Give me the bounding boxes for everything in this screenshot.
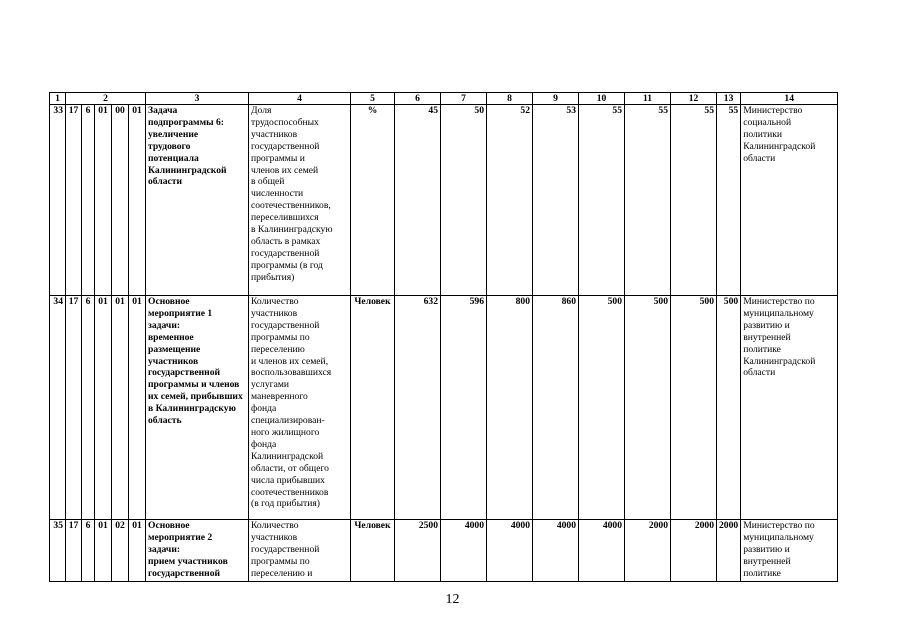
- text-line: временное: [148, 331, 194, 343]
- text-line: программы (в год: [251, 259, 323, 271]
- column-header: 6: [395, 93, 441, 105]
- code-cell: 01: [112, 296, 129, 520]
- value-cell: 632: [395, 296, 441, 520]
- value-cell: 52: [487, 105, 533, 296]
- column-header: 10: [579, 93, 625, 105]
- column-header: 8: [487, 93, 533, 105]
- text-line: услугами: [251, 379, 290, 391]
- unit-cell: Человек: [351, 520, 395, 582]
- text-line: воспользовавшихся: [251, 367, 332, 379]
- value-cell: 55: [625, 105, 671, 296]
- text-line: государственной: [148, 367, 221, 379]
- column-header: 12: [671, 93, 717, 105]
- text-line: политике: [743, 343, 781, 355]
- text-line: подпрограммы 6:: [148, 116, 225, 128]
- text-line: переселению и: [251, 567, 313, 579]
- text-line: внутренней: [743, 555, 791, 567]
- responsible-cell: [741, 105, 838, 296]
- text-line: трудоспособных: [251, 116, 319, 128]
- value-cell: 4000: [533, 520, 579, 582]
- column-header: 9: [533, 93, 579, 105]
- text-line: развитию и: [743, 543, 790, 555]
- text-line: программы по: [251, 555, 310, 567]
- text-line: развитию и: [743, 319, 790, 331]
- column-header: 1: [50, 93, 66, 105]
- text-line: участников: [251, 307, 298, 319]
- code-cell: 17: [66, 105, 82, 296]
- row-number: 34: [50, 296, 66, 520]
- text-line: Калининградской: [251, 450, 324, 462]
- text-line: Министерство по: [743, 520, 815, 531]
- text-line: участников: [251, 531, 298, 543]
- text-line: задачи:: [148, 543, 181, 555]
- text-line: фонда: [251, 403, 277, 415]
- text-line: программы и: [251, 152, 305, 164]
- text-line: внутренней: [743, 331, 791, 343]
- text-line: мероприятие 2: [148, 531, 213, 543]
- text-line: Калининградской: [743, 140, 816, 152]
- table-row: [50, 296, 838, 520]
- text-line: и членов их семей,: [251, 355, 329, 367]
- text-line: в Калининградскую: [251, 224, 333, 236]
- value-cell: 55: [579, 105, 625, 296]
- value-cell: 55: [671, 105, 717, 296]
- text-line: Калининградской: [148, 164, 227, 176]
- value-cell: 2000: [625, 520, 671, 582]
- text-line: государственной: [148, 567, 221, 579]
- text-line: ного жилищного: [251, 426, 320, 438]
- text-line: программы и членов: [148, 379, 240, 391]
- value-cell: 45: [395, 105, 441, 296]
- value-cell: 2000: [671, 520, 717, 582]
- text-line: Количество: [251, 520, 299, 531]
- text-line: участников: [148, 355, 199, 367]
- text-line: области: [148, 176, 183, 188]
- text-line: фонда: [251, 438, 277, 450]
- value-cell: 500: [625, 296, 671, 520]
- text-line: Министерство: [743, 105, 803, 116]
- value-cell: 53: [533, 105, 579, 296]
- text-line: Количество: [251, 296, 299, 307]
- text-line: числа прибывших: [251, 474, 325, 486]
- code-cell: 01: [129, 296, 146, 520]
- table-row: [50, 105, 838, 296]
- value-cell: 2500: [395, 520, 441, 582]
- text-line: государственной: [251, 543, 320, 555]
- text-line: области: [743, 152, 776, 164]
- text-line: в общей: [251, 176, 285, 188]
- text-line: переселению: [251, 343, 305, 355]
- indicators-table: [49, 92, 838, 582]
- column-header: 4: [249, 93, 351, 105]
- text-line: потенциала: [148, 152, 199, 164]
- text-line: соотечественников: [251, 486, 329, 498]
- text-line: Основное: [148, 296, 190, 307]
- code-cell: 01: [95, 520, 112, 582]
- code-cell: 6: [82, 105, 95, 296]
- column-header: 7: [441, 93, 487, 105]
- column-header: 14: [741, 93, 838, 105]
- text-line: программы по: [251, 331, 310, 343]
- text-line: членов их семей: [251, 164, 319, 176]
- unit-cell: %: [351, 105, 395, 296]
- table-row: [50, 520, 838, 582]
- text-line: область в рамках: [251, 235, 321, 247]
- row-number: 35: [50, 520, 66, 582]
- value-cell: 500: [671, 296, 717, 520]
- responsible-cell: [741, 520, 838, 582]
- column-header: 11: [625, 93, 671, 105]
- text-line: специализирован-: [251, 415, 325, 427]
- text-line: маневренного: [251, 391, 308, 403]
- indicator-cell: [249, 105, 351, 296]
- text-line: социальной: [743, 116, 792, 128]
- text-line: Основное: [148, 520, 190, 531]
- text-line: политики: [743, 128, 783, 140]
- code-cell: 17: [66, 520, 82, 582]
- text-line: их семей, прибывших: [148, 391, 243, 403]
- text-line: области, от общего: [251, 462, 329, 474]
- text-line: области: [743, 367, 776, 379]
- task-cell: [146, 520, 249, 582]
- text-line: численности: [251, 188, 304, 200]
- value-cell: 4000: [441, 520, 487, 582]
- text-line: увеличение: [148, 128, 199, 140]
- text-line: Задача: [148, 105, 178, 116]
- code-cell: 02: [112, 520, 129, 582]
- text-line: соотечественников,: [251, 200, 331, 212]
- text-line: (в год прибытия): [251, 498, 320, 510]
- text-line: мероприятие 1: [148, 307, 213, 319]
- code-cell: 6: [82, 296, 95, 520]
- text-line: политике: [743, 567, 781, 579]
- code-cell: 17: [66, 296, 82, 520]
- column-header: 2: [66, 93, 146, 105]
- value-cell: 4000: [487, 520, 533, 582]
- text-line: государственной: [251, 140, 320, 152]
- value-cell: 500: [579, 296, 625, 520]
- task-cell: [146, 105, 249, 296]
- text-line: область: [148, 415, 182, 427]
- value-cell: 500: [717, 296, 741, 520]
- code-cell: 01: [95, 105, 112, 296]
- text-line: участников: [251, 128, 298, 140]
- text-line: трудового: [148, 140, 191, 152]
- code-cell: 01: [95, 296, 112, 520]
- text-line: задачи:: [148, 319, 181, 331]
- column-header: 3: [146, 93, 249, 105]
- value-cell: 2000: [717, 520, 741, 582]
- code-cell: 01: [129, 520, 146, 582]
- text-line: размещение: [148, 343, 201, 355]
- column-header: 5: [351, 93, 395, 105]
- indicator-cell: [249, 520, 351, 582]
- text-line: государственной: [251, 319, 320, 331]
- text-line: в Калининградскую: [148, 403, 236, 415]
- text-line: муниципальному: [743, 307, 814, 319]
- text-line: Доля: [251, 105, 272, 116]
- text-line: прием участников: [148, 555, 228, 567]
- responsible-cell: [741, 296, 838, 520]
- indicator-cell: [249, 296, 351, 520]
- text-line: Министерство по: [743, 296, 815, 307]
- task-cell: [146, 296, 249, 520]
- text-line: прибытия): [251, 271, 295, 283]
- value-cell: 50: [441, 105, 487, 296]
- column-header: 13: [717, 93, 741, 105]
- text-line: переселившихся: [251, 212, 319, 224]
- header-row: [50, 93, 838, 105]
- value-cell: 800: [487, 296, 533, 520]
- code-cell: 6: [82, 520, 95, 582]
- value-cell: 860: [533, 296, 579, 520]
- row-number: 33: [50, 105, 66, 296]
- text-line: муниципальному: [743, 531, 814, 543]
- unit-cell: Человек: [351, 296, 395, 520]
- text-line: Калининградской: [743, 355, 816, 367]
- value-cell: 55: [717, 105, 741, 296]
- text-line: государственной: [251, 247, 320, 259]
- value-cell: 4000: [579, 520, 625, 582]
- page-number: 12: [445, 592, 460, 607]
- value-cell: 596: [441, 296, 487, 520]
- code-cell: 01: [129, 105, 146, 296]
- code-cell: 00: [112, 105, 129, 296]
